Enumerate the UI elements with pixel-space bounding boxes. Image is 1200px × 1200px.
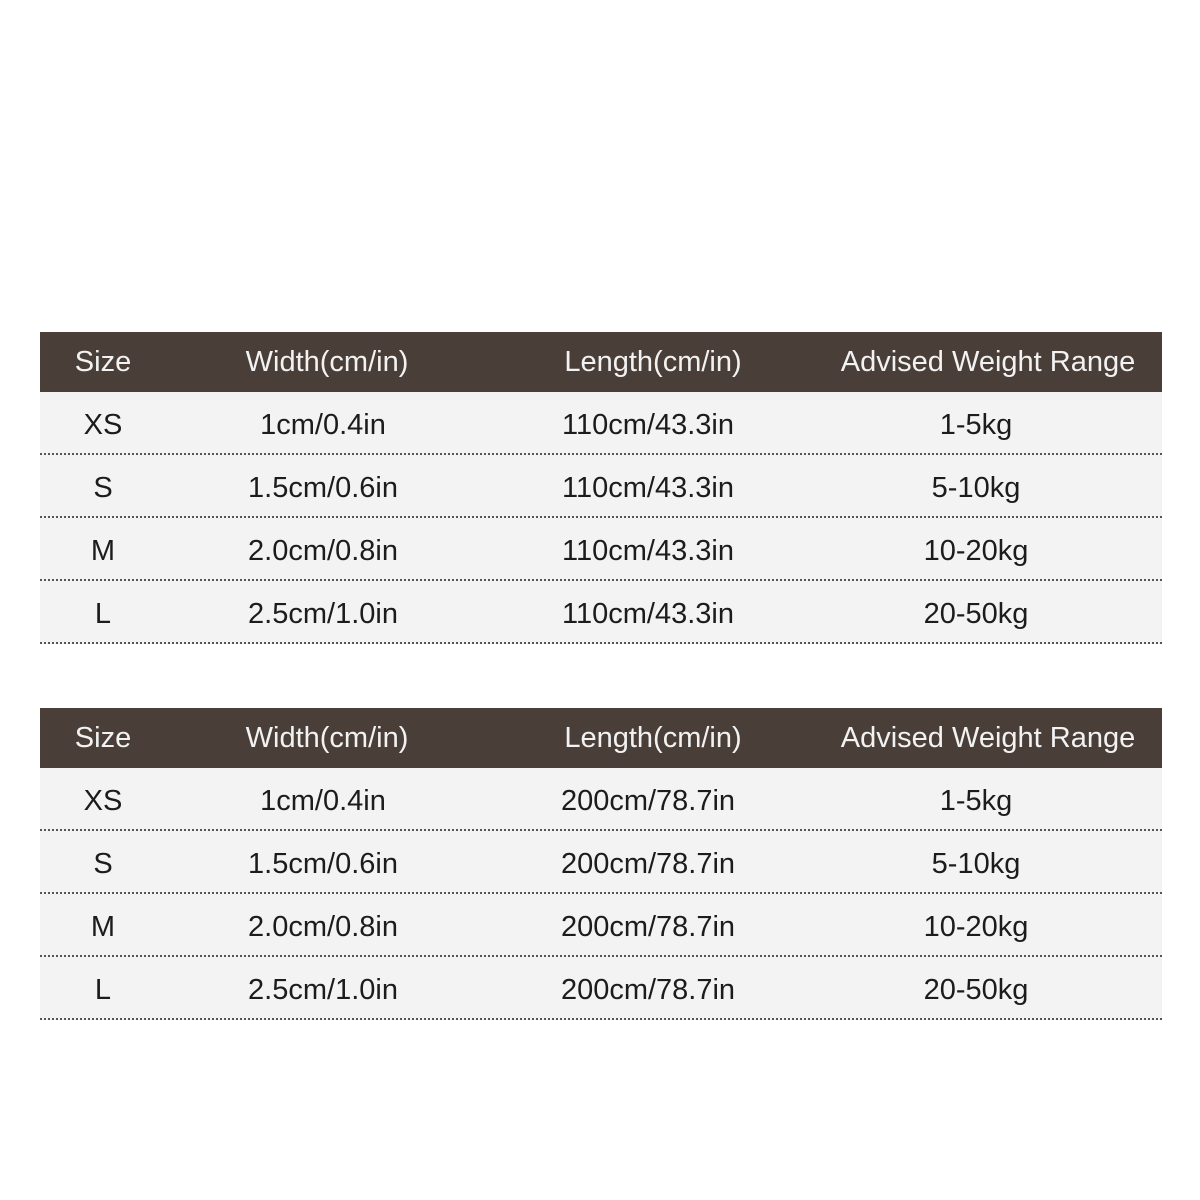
header-weight-range: Advised Weight Range xyxy=(840,722,1136,754)
cell-length: 200cm/78.7in xyxy=(560,911,736,943)
cell-width: 2.5cm/1.0in xyxy=(248,974,398,1006)
cell-width: 2.5cm/1.0in xyxy=(248,598,398,630)
table-row xyxy=(40,831,1162,894)
cell-length: 200cm/78.7in xyxy=(560,848,736,880)
cell-size: L xyxy=(94,598,112,630)
table-row xyxy=(40,518,1162,581)
table-header xyxy=(40,332,1162,392)
cell-width: 2.0cm/0.8in xyxy=(248,911,398,943)
cell-length: 110cm/43.3in xyxy=(562,409,734,441)
cell-length: 110cm/43.3in xyxy=(562,598,734,630)
cell-weight: 20-50kg xyxy=(923,598,1029,630)
table-header xyxy=(40,708,1162,768)
table-row xyxy=(40,894,1162,957)
header-size: Size xyxy=(74,722,132,754)
cell-width: 2.0cm/0.8in xyxy=(248,535,398,567)
cell-weight: 1-5kg xyxy=(939,785,1013,817)
cell-weight: 10-20kg xyxy=(923,911,1029,943)
cell-length: 110cm/43.3in xyxy=(562,472,734,504)
table-row xyxy=(40,392,1162,455)
header-length: Length(cm/in) xyxy=(564,722,742,754)
cell-size: M xyxy=(90,911,116,943)
cell-length: 200cm/78.7in xyxy=(560,974,736,1006)
cell-weight: 1-5kg xyxy=(939,409,1013,441)
cell-width: 1cm/0.4in xyxy=(260,409,386,441)
header-length: Length(cm/in) xyxy=(564,346,742,378)
header-width: Width(cm/in) xyxy=(245,346,409,378)
cell-size: XS xyxy=(83,409,123,441)
header-width: Width(cm/in) xyxy=(245,722,409,754)
cell-size: S xyxy=(93,472,113,504)
size-table-110cm xyxy=(40,332,1162,644)
table-row xyxy=(40,957,1162,1020)
cell-size: XS xyxy=(83,785,123,817)
cell-size: M xyxy=(90,535,116,567)
cell-weight: 5-10kg xyxy=(931,848,1021,880)
cell-width: 1cm/0.4in xyxy=(260,785,386,817)
cell-weight: 20-50kg xyxy=(923,974,1029,1006)
cell-size: L xyxy=(94,974,112,1006)
cell-weight: 5-10kg xyxy=(931,472,1021,504)
cell-size: S xyxy=(93,848,113,880)
cell-width: 1.5cm/0.6in xyxy=(248,472,398,504)
table-row xyxy=(40,581,1162,644)
cell-weight: 10-20kg xyxy=(923,535,1029,567)
cell-length: 110cm/43.3in xyxy=(562,535,734,567)
header-size: Size xyxy=(74,346,132,378)
table-row xyxy=(40,455,1162,518)
size-table-200cm xyxy=(40,708,1162,1020)
header-weight-range: Advised Weight Range xyxy=(840,346,1136,378)
table-row xyxy=(40,768,1162,831)
cell-length: 200cm/78.7in xyxy=(560,785,736,817)
cell-width: 1.5cm/0.6in xyxy=(248,848,398,880)
